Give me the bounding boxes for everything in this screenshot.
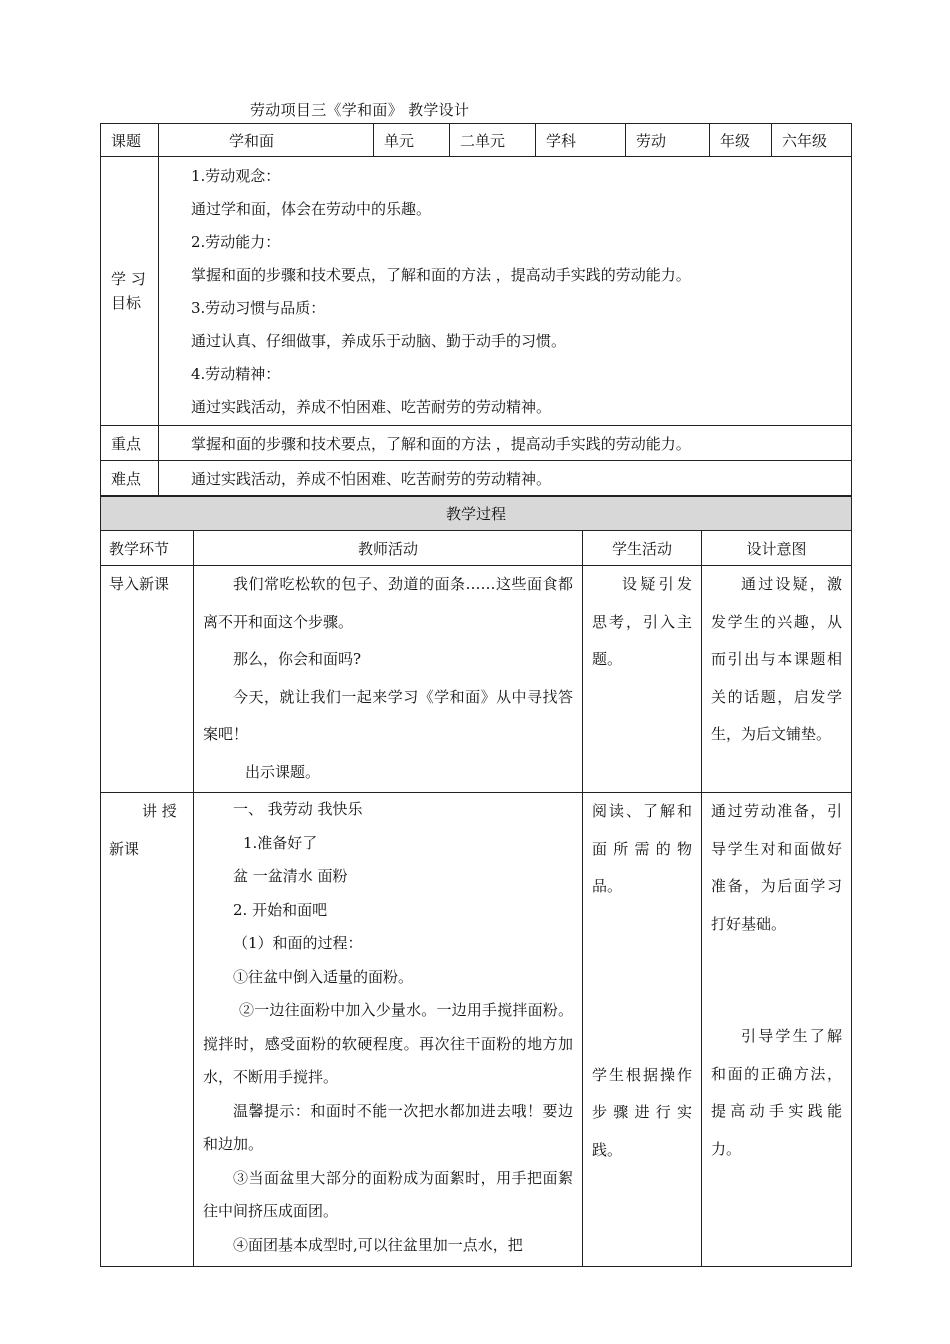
goal-item: 通过学和面，体会在劳动中的乐趣。 (191, 200, 432, 218)
header-intent: 设计意图 (702, 531, 852, 566)
goals-content (159, 157, 852, 426)
difficulty-text: 通过实践活动，养成不怕困难、吃苦耐劳的劳动精神。 (159, 461, 852, 496)
teacher-line: 1.准备好了 (243, 833, 318, 852)
goal-item: 掌握和面的步骤和技术要点，了解和面的方法 ，提高动手实践的劳动能力。 (191, 266, 691, 284)
goal-item: 通过认真、仔细做事，养成乐于动脑、勤于动手的习惯。 (191, 332, 567, 350)
teacher-line: 那么，你会和面吗? (233, 650, 362, 668)
teacher-line: （1）和面的过程： (233, 934, 363, 952)
lecture-stage: 讲 授 新课 (101, 793, 194, 1267)
teacher-line: 盆 一盆清水 面粉 (233, 867, 348, 885)
teacher-line: 今天，就让我们一起来学习《学和面》从中寻找答案吧！ (203, 687, 573, 743)
goal-item: 通过实践活动，养成不怕困难、吃苦耐劳的劳动精神。 (191, 398, 552, 416)
topic-value: 学和面 (159, 124, 374, 157)
intro-stage: 导入新课 (101, 566, 194, 793)
unit-value: 二单元 (450, 124, 536, 157)
label-unit: 单元 (374, 124, 450, 157)
label-grade: 年级 (710, 124, 772, 157)
header-student: 学生活动 (583, 531, 702, 566)
lecture-intent (702, 793, 852, 1267)
process-table (100, 495, 852, 1267)
key-text: 掌握和面的步骤和技术要点，了解和面的方法 ，提高动手实践的劳动能力。 (159, 426, 852, 461)
intro-teacher (194, 566, 583, 793)
goal-item: 4.劳动精神： (191, 365, 281, 383)
lecture-student (583, 793, 702, 1267)
key-label: 重点 (101, 426, 159, 461)
goal-item: 1.劳动观念： (191, 167, 281, 185)
teacher-line: 温馨提示：和面时不能一次把水都加进去哦！要边和边加。 (203, 1101, 573, 1153)
student-activity-1: 阅读、了解和面所需的物品。 (592, 802, 692, 895)
subject-value: 劳动 (626, 124, 710, 157)
lecture-teacher (194, 793, 583, 1267)
intent-2: 引导学生了解和面的正确方法，提高动手实践能力。 (711, 1027, 843, 1158)
label-topic: 课题 (101, 124, 159, 157)
teacher-line: ②一边往面粉中加入少量水。一边用手搅拌面粉。搅拌时，感受面粉的软硬程度。再次往干面粉的地方加水，不断用手搅拌。 (203, 1001, 573, 1086)
document-title: 劳动项目三《学和面》 教学设计 (250, 101, 470, 119)
intro-intent: 通过设疑，激发学生的兴趣，从而引出与本课题相关的话题，启发学生，为后文铺垫。 (702, 566, 852, 793)
student-activity-2: 学生根据操作步骤进行实践。 (592, 1065, 692, 1159)
intro-student: 设疑引发思考，引入主题。 (583, 566, 702, 793)
goal-item: 2.劳动能力： (191, 233, 281, 251)
difficulty-label: 难点 (101, 461, 159, 496)
grade-value: 六年级 (772, 124, 852, 157)
teacher-line: 我们常吃松软的包子、劲道的面条……这些面食都离不开和面这个步骤。 (203, 575, 573, 631)
teacher-line: ③当面盆里大部分的面粉成为面絮时，用手把面絮往中间挤压成面团。 (203, 1168, 573, 1220)
goals-label: 学 习 目标 (101, 157, 159, 426)
intent-1: 通过劳动准备，引导学生对和面做好准备，为后面学习打好基础。 (711, 802, 843, 933)
teacher-line: 2. 开始和面吧 (233, 900, 328, 919)
info-table (100, 123, 852, 496)
goal-item: 3.劳动习惯与品质： (191, 299, 326, 317)
header-stage: 教学环节 (101, 531, 194, 566)
teacher-line: 一、 我劳动 我快乐 (233, 800, 363, 818)
teacher-line: ④面团基本成型时,可以往盆里加一点水，把 (233, 1235, 523, 1254)
label-subject: 学科 (536, 124, 626, 157)
header-teacher: 教师活动 (194, 531, 583, 566)
teacher-line: ①往盆中倒入适量的面粉。 (233, 967, 414, 986)
teacher-line: 出示课题。 (245, 762, 321, 781)
process-title: 教学过程 (101, 496, 852, 531)
